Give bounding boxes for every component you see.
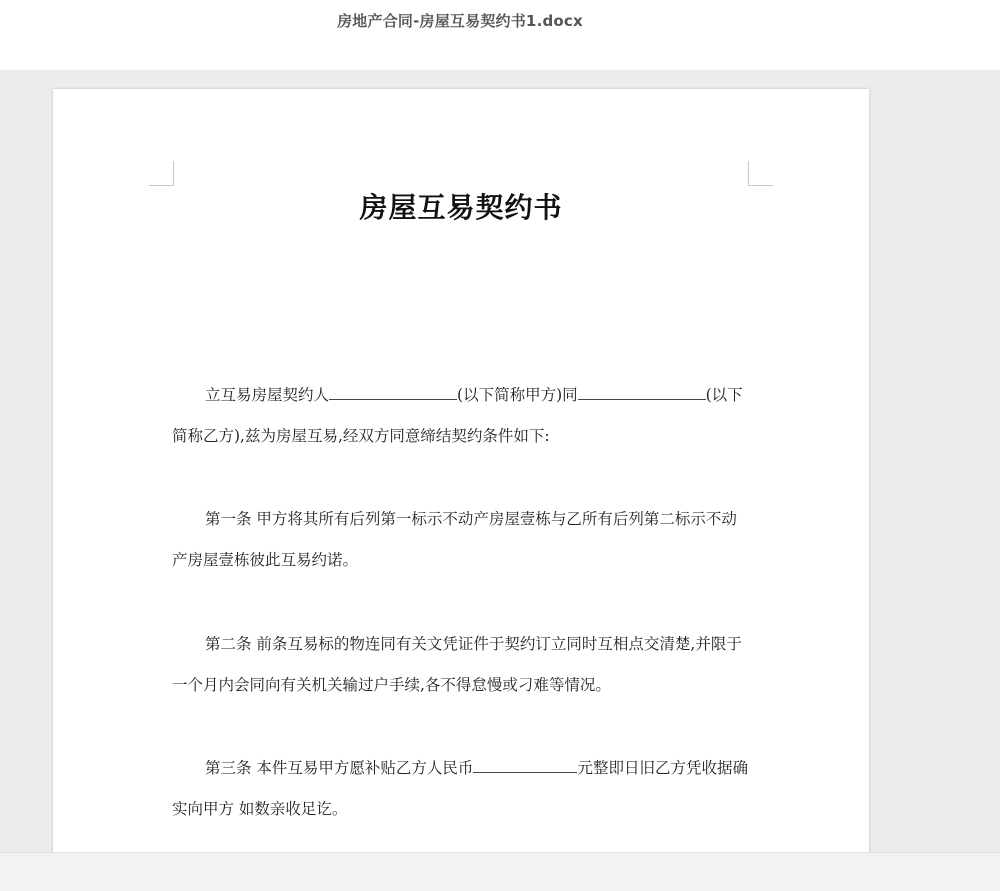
article-3-text-part-1: 第三条 本件互易甲方愿补贴乙方人民币: [205, 759, 474, 777]
intro-text-part-1: 立互易房屋契约人: [205, 386, 330, 404]
fill-blank-amount: [473, 760, 577, 773]
intro-text-part-2: (以下简称甲方)同: [457, 386, 578, 404]
paragraph-article-2: [172, 624, 752, 706]
document-viewer[interactable]: [0, 70, 1000, 852]
article-3-text-part-2: 元整即日旧乙方凭收据确实向甲方 如数亲收足讫。: [172, 759, 748, 818]
margin-corner-top-left: [149, 161, 174, 186]
margin-corner-top-right: [748, 161, 773, 186]
fill-blank-party-b: [578, 387, 706, 400]
paragraph-intro: [172, 375, 752, 457]
article-1-text: 第一条 甲方将其所有后列第一标示不动产房屋壹栋与乙所有后列第二标示不动产房屋壹栋彼此互易约诺。: [172, 510, 737, 569]
fill-blank-party-a: [329, 387, 457, 400]
title-bar: [0, 0, 1000, 70]
paragraph-article-1: [172, 499, 752, 581]
article-2-text: 第二条 前条互易标的物连同有关文凭证件于契约订立同时互相点交清楚,并限于一个月内会同向有关机关输过户手续,各不得怠慢或刁难等情况。: [172, 635, 742, 694]
document-file-name: 房地产合同-房屋互易契约书1.docx: [337, 12, 583, 30]
paragraph-article-3: [172, 748, 752, 830]
document-page: [53, 89, 869, 852]
bottom-bar: [0, 852, 1000, 891]
intro-text-part-3: (以下简称乙方),兹为房屋互易,经双方同意缔结契约条件如下:: [172, 386, 743, 445]
document-heading: 房屋互易契约书: [359, 191, 563, 224]
